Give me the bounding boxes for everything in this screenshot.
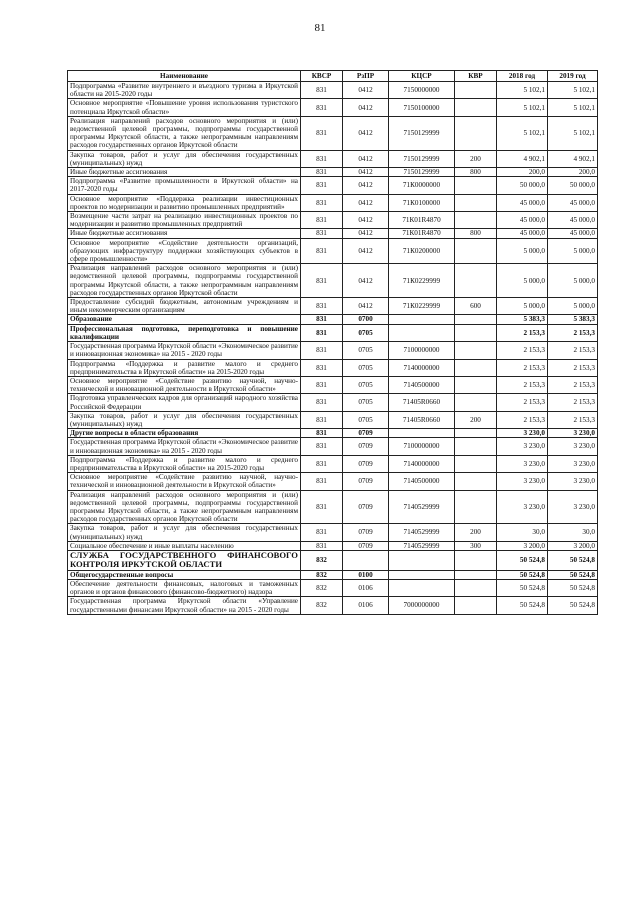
cell-kcsr <box>389 429 455 438</box>
cell-2018: 2 153,3 <box>497 359 548 376</box>
cell-2019: 4 902,1 <box>548 150 598 167</box>
header-kcsr: КЦСР <box>389 71 455 82</box>
cell-kcsr: 7000000000 <box>389 597 455 614</box>
table-row <box>68 376 598 393</box>
cell-2019: 2 153,3 <box>548 359 598 376</box>
cell-kvsr: 831 <box>301 524 343 541</box>
table-row <box>68 429 598 438</box>
cell-2018: 50 524,8 <box>497 597 548 614</box>
cell-kcsr <box>389 324 455 341</box>
table-row <box>68 194 598 211</box>
cell-name: Основное мероприятие «Содействие деятельности организаций, образующих инфраструктуру поддержки хозяйствующих субъектов в сфере промышленности» <box>68 238 301 264</box>
cell-2019: 5 383,3 <box>548 315 598 324</box>
cell-name: Профессиональная подготовка, переподготовка и повышение квалификации <box>68 324 301 341</box>
cell-2019: 5 102,1 <box>548 82 598 99</box>
cell-kvr <box>455 212 497 229</box>
cell-kvsr: 831 <box>301 315 343 324</box>
cell-kcsr: 7150129999 <box>389 150 455 167</box>
table-row <box>68 150 598 167</box>
cell-kvr <box>455 194 497 211</box>
cell-kcsr: 71405R0660 <box>389 394 455 411</box>
cell-2018: 3 200,0 <box>497 541 548 550</box>
cell-kcsr: 7150129999 <box>389 168 455 177</box>
cell-kcsr: 71405R0660 <box>389 411 455 428</box>
cell-kvr: 300 <box>455 541 497 550</box>
cell-2018: 45 000,0 <box>497 194 548 211</box>
table-row <box>68 597 598 614</box>
cell-name: Реализация направлений расходов основного мероприятия и (или) ведомственной целевой программы, подпрограммы государственной программы Иркутской области, а также непрограммным направлениям расходов государственных органов Иркутской области <box>68 116 301 150</box>
cell-rzpr: 0412 <box>343 264 389 298</box>
cell-2018: 2 153,3 <box>497 342 548 359</box>
cell-kcsr: 7140000000 <box>389 455 455 472</box>
cell-rzpr: 0709 <box>343 490 389 524</box>
table-row <box>68 455 598 472</box>
cell-kcsr <box>389 550 455 570</box>
cell-kvr <box>455 394 497 411</box>
cell-rzpr: 0106 <box>343 579 389 596</box>
cell-kcsr: 7140529999 <box>389 490 455 524</box>
cell-kvr <box>455 342 497 359</box>
cell-name: СЛУЖБА ГОСУДАРСТВЕННОГО ФИНАНСОВОГО КОНТРОЛЯ ИРКУТСКОЙ ОБЛАСТИ <box>68 550 301 570</box>
cell-name: Иные бюджетные ассигнования <box>68 229 301 238</box>
cell-name: Предоставление субсидий бюджетным, автономным учреждениям и иным некоммерческим организациям <box>68 298 301 315</box>
cell-kcsr: 71К0200000 <box>389 238 455 264</box>
cell-rzpr: 0412 <box>343 168 389 177</box>
cell-kvsr: 832 <box>301 550 343 570</box>
cell-kvr <box>455 238 497 264</box>
cell-2019: 5 102,1 <box>548 99 598 116</box>
cell-kvr <box>455 438 497 455</box>
cell-kvsr: 831 <box>301 394 343 411</box>
cell-kvr <box>455 116 497 150</box>
cell-name: Подпрограмма «Поддержка и развитие малого и среднего предпринимательства в Иркутской области» на 2015-2020 годы <box>68 359 301 376</box>
cell-rzpr: 0412 <box>343 194 389 211</box>
table-row <box>68 394 598 411</box>
cell-2019: 3 230,0 <box>548 438 598 455</box>
table-row <box>68 324 598 341</box>
cell-kvsr: 831 <box>301 99 343 116</box>
cell-2019: 30,0 <box>548 524 598 541</box>
cell-kvr: 800 <box>455 229 497 238</box>
table-row <box>68 359 598 376</box>
table-body <box>68 82 598 615</box>
table-row <box>68 264 598 298</box>
cell-kcsr <box>389 570 455 579</box>
cell-rzpr: 0709 <box>343 473 389 490</box>
cell-2018: 5 000,0 <box>497 238 548 264</box>
cell-kvsr: 831 <box>301 473 343 490</box>
cell-rzpr: 0412 <box>343 116 389 150</box>
cell-kvsr: 831 <box>301 438 343 455</box>
cell-2018: 45 000,0 <box>497 229 548 238</box>
cell-2019: 2 153,3 <box>548 376 598 393</box>
cell-kvr: 200 <box>455 524 497 541</box>
cell-rzpr: 0709 <box>343 429 389 438</box>
cell-name: Возмещение части затрат на реализацию инвестиционных проектов по модернизации и развитию промышленных предприятий <box>68 212 301 229</box>
cell-2019: 45 000,0 <box>548 194 598 211</box>
cell-kvr: 200 <box>455 411 497 428</box>
cell-kvr <box>455 579 497 596</box>
cell-2019: 2 153,3 <box>548 324 598 341</box>
cell-rzpr: 0709 <box>343 455 389 472</box>
table-row <box>68 168 598 177</box>
cell-rzpr: 0412 <box>343 82 389 99</box>
table-row <box>68 315 598 324</box>
cell-2018: 3 230,0 <box>497 438 548 455</box>
cell-kvr: 800 <box>455 168 497 177</box>
cell-kvr <box>455 177 497 194</box>
cell-2019: 3 230,0 <box>548 455 598 472</box>
cell-2019: 50 524,8 <box>548 597 598 614</box>
header-kvr: КВР <box>455 71 497 82</box>
cell-kcsr: 7150100000 <box>389 99 455 116</box>
table-header-row <box>68 71 598 82</box>
table-row <box>68 82 598 99</box>
cell-2018: 5 000,0 <box>497 298 548 315</box>
cell-2019: 2 153,3 <box>548 342 598 359</box>
table-row <box>68 212 598 229</box>
cell-kcsr <box>389 579 455 596</box>
cell-2019: 45 000,0 <box>548 212 598 229</box>
cell-rzpr: 0412 <box>343 298 389 315</box>
cell-2018: 5 102,1 <box>497 99 548 116</box>
cell-name: Общегосударственные вопросы <box>68 570 301 579</box>
cell-kcsr: 71К0100000 <box>389 194 455 211</box>
cell-rzpr: 0705 <box>343 359 389 376</box>
cell-kvr: 200 <box>455 150 497 167</box>
cell-kvsr: 831 <box>301 212 343 229</box>
cell-2018: 5 000,0 <box>497 264 548 298</box>
cell-kvsr: 831 <box>301 82 343 99</box>
table-row <box>68 177 598 194</box>
cell-2019: 5 000,0 <box>548 238 598 264</box>
cell-kcsr: 7150000000 <box>389 82 455 99</box>
cell-rzpr: 0106 <box>343 597 389 614</box>
cell-2018: 5 102,1 <box>497 116 548 150</box>
cell-kvr <box>455 597 497 614</box>
cell-2019: 50 524,8 <box>548 550 598 570</box>
cell-kcsr: 7100000000 <box>389 438 455 455</box>
cell-kvsr: 831 <box>301 238 343 264</box>
cell-name: Государственная программа Иркутской области «Экономическое развитие и инновационная экономика» на 2015 - 2020 годы <box>68 438 301 455</box>
cell-rzpr: 0709 <box>343 541 389 550</box>
budget-table <box>67 70 598 615</box>
table-row <box>68 99 598 116</box>
cell-kvr <box>455 99 497 116</box>
cell-2019: 50 524,8 <box>548 570 598 579</box>
header-2019: 2019 год <box>548 71 598 82</box>
cell-kcsr: 7140529999 <box>389 541 455 550</box>
cell-kvr <box>455 473 497 490</box>
cell-kvsr: 831 <box>301 429 343 438</box>
cell-name: Реализация направлений расходов основного мероприятия и (или) ведомственной целевой программы, подпрограммы государственной программы Иркутской области, а также непрограммным направлениям расходов государственных органов Иркутской области <box>68 264 301 298</box>
cell-2018: 200,0 <box>497 168 548 177</box>
cell-kvsr: 831 <box>301 150 343 167</box>
cell-rzpr: 0705 <box>343 394 389 411</box>
cell-2018: 3 230,0 <box>497 473 548 490</box>
cell-kvr <box>455 570 497 579</box>
cell-kvsr: 831 <box>301 324 343 341</box>
table-row <box>68 524 598 541</box>
cell-2018: 4 902,1 <box>497 150 548 167</box>
cell-kcsr: 71К01R4870 <box>389 212 455 229</box>
cell-2019: 3 230,0 <box>548 429 598 438</box>
cell-2019: 5 000,0 <box>548 298 598 315</box>
cell-kvsr: 831 <box>301 229 343 238</box>
cell-kcsr: 7140500000 <box>389 473 455 490</box>
table-row <box>68 116 598 150</box>
cell-kvsr: 831 <box>301 177 343 194</box>
cell-2019: 45 000,0 <box>548 229 598 238</box>
cell-name: Закупка товаров, работ и услуг для обеспечения государственных (муниципальных) нужд <box>68 150 301 167</box>
cell-2019: 200,0 <box>548 168 598 177</box>
cell-name: Основное мероприятие «Содействие развитию научной, научно-технической и инновационной деятельности в Иркутской области» <box>68 376 301 393</box>
cell-name: Подпрограмма «Поддержка и развитие малого и среднего предпринимательства в Иркутской области» на 2015-2020 годы <box>68 455 301 472</box>
cell-kvsr: 831 <box>301 490 343 524</box>
cell-kcsr <box>389 315 455 324</box>
cell-2019: 50 524,8 <box>548 579 598 596</box>
table-row <box>68 473 598 490</box>
cell-2018: 2 153,3 <box>497 376 548 393</box>
cell-rzpr <box>343 550 389 570</box>
header-2018: 2018 год <box>497 71 548 82</box>
cell-2018: 30,0 <box>497 524 548 541</box>
cell-kvsr: 831 <box>301 298 343 315</box>
cell-2019: 3 230,0 <box>548 473 598 490</box>
cell-2018: 50 000,0 <box>497 177 548 194</box>
cell-2018: 50 524,8 <box>497 579 548 596</box>
table-row <box>68 490 598 524</box>
cell-name: Реализация направлений расходов основного мероприятия и (или) ведомственной целевой программы, подпрограммы государственной программы Иркутской области, а также непрограммным направлениям расходов государственных органов Иркутской области <box>68 490 301 524</box>
cell-2018: 45 000,0 <box>497 212 548 229</box>
cell-kvr <box>455 324 497 341</box>
cell-kvr <box>455 264 497 298</box>
cell-2019: 3 200,0 <box>548 541 598 550</box>
cell-rzpr: 0412 <box>343 99 389 116</box>
cell-kcsr: 71К0000000 <box>389 177 455 194</box>
page-number: 81 <box>314 22 326 34</box>
cell-kvsr: 831 <box>301 342 343 359</box>
cell-rzpr: 0412 <box>343 150 389 167</box>
cell-kvsr: 831 <box>301 455 343 472</box>
cell-2018: 3 230,0 <box>497 429 548 438</box>
cell-rzpr: 0412 <box>343 229 389 238</box>
table-row <box>68 298 598 315</box>
cell-rzpr: 0705 <box>343 411 389 428</box>
cell-kvsr: 832 <box>301 597 343 614</box>
cell-2019: 2 153,3 <box>548 411 598 428</box>
cell-2018: 50 524,8 <box>497 550 548 570</box>
cell-kcsr: 7140500000 <box>389 376 455 393</box>
cell-2018: 2 153,3 <box>497 411 548 428</box>
cell-kvr <box>455 455 497 472</box>
cell-kvr <box>455 429 497 438</box>
cell-name: Образование <box>68 315 301 324</box>
header-rzpr: РзПР <box>343 71 389 82</box>
cell-name: Подготовка управленческих кадров для организаций народного хозяйства Российской Федерации <box>68 394 301 411</box>
cell-rzpr: 0705 <box>343 342 389 359</box>
cell-2018: 5 383,3 <box>497 315 548 324</box>
header-name: Наименование <box>68 71 301 82</box>
cell-rzpr: 0709 <box>343 524 389 541</box>
table-row <box>68 229 598 238</box>
cell-kvr <box>455 82 497 99</box>
cell-name: Государственная программа Иркутской области «Экономическое развитие и инновационная экономика» на 2015 - 2020 годы <box>68 342 301 359</box>
table-row <box>68 342 598 359</box>
cell-kvsr: 831 <box>301 116 343 150</box>
cell-kvr <box>455 359 497 376</box>
cell-kvr <box>455 490 497 524</box>
cell-rzpr: 0705 <box>343 376 389 393</box>
cell-name: Государственная программа Иркутской области «Управление государственными финансами Иркутской области» на 2015 - 2020 годы <box>68 597 301 614</box>
cell-kvsr: 831 <box>301 359 343 376</box>
cell-name: Основное мероприятие «Поддержка реализации инвестиционных проектов по модернизации и развитию промышленных предприятий» <box>68 194 301 211</box>
cell-kvsr: 831 <box>301 194 343 211</box>
cell-name: Основное мероприятие «Повышение уровня использования туристского потенциала Иркутской области» <box>68 99 301 116</box>
cell-kvsr: 831 <box>301 264 343 298</box>
cell-2018: 2 153,3 <box>497 324 548 341</box>
cell-kcsr: 71К01R4870 <box>389 229 455 238</box>
cell-kvr <box>455 376 497 393</box>
cell-2018: 50 524,8 <box>497 570 548 579</box>
cell-name: Подпрограмма «Развитие внутреннего и въездного туризма в Иркутской области на 2015-2020 годы <box>68 82 301 99</box>
cell-kvr <box>455 315 497 324</box>
cell-rzpr: 0412 <box>343 212 389 229</box>
cell-2018: 3 230,0 <box>497 455 548 472</box>
table-row <box>68 570 598 579</box>
cell-2018: 2 153,3 <box>497 394 548 411</box>
cell-kvsr: 831 <box>301 411 343 428</box>
cell-rzpr: 0100 <box>343 570 389 579</box>
cell-name: Иные бюджетные ассигнования <box>68 168 301 177</box>
cell-name: Подпрограмма «Развитие промышленности в Иркутской области» на 2017-2020 годы <box>68 177 301 194</box>
cell-kvsr: 831 <box>301 168 343 177</box>
cell-name: Обеспечение деятельности финансовых, налоговых и таможенных органов и органов финансового (финансово-бюджетного) надзора <box>68 579 301 596</box>
cell-kcsr: 7150129999 <box>389 116 455 150</box>
cell-2019: 5 102,1 <box>548 116 598 150</box>
cell-kcsr: 71К0229999 <box>389 264 455 298</box>
cell-2019: 50 000,0 <box>548 177 598 194</box>
table-row <box>68 550 598 570</box>
cell-2019: 3 230,0 <box>548 490 598 524</box>
cell-kcsr: 7140529999 <box>389 524 455 541</box>
cell-kvsr: 832 <box>301 570 343 579</box>
cell-name: Основное мероприятие «Содействие развитию научной, научно-технической и инновационной деятельности в Иркутской области» <box>68 473 301 490</box>
cell-kvsr: 831 <box>301 541 343 550</box>
cell-name: Другие вопросы в области образования <box>68 429 301 438</box>
cell-rzpr: 0709 <box>343 438 389 455</box>
table-row <box>68 579 598 596</box>
cell-kcsr: 7140000000 <box>389 359 455 376</box>
cell-rzpr: 0700 <box>343 315 389 324</box>
cell-kvsr: 831 <box>301 376 343 393</box>
cell-2018: 3 230,0 <box>497 490 548 524</box>
table-row <box>68 438 598 455</box>
cell-kvr: 600 <box>455 298 497 315</box>
cell-name: Социальное обеспечение и иные выплаты населению <box>68 541 301 550</box>
cell-kvsr: 832 <box>301 579 343 596</box>
table-row <box>68 238 598 264</box>
cell-rzpr: 0705 <box>343 324 389 341</box>
cell-kvr <box>455 550 497 570</box>
cell-kcsr: 7100000000 <box>389 342 455 359</box>
cell-name: Закупка товаров, работ и услуг для обеспечения государственных (муниципальных) нужд <box>68 524 301 541</box>
cell-2019: 2 153,3 <box>548 394 598 411</box>
cell-rzpr: 0412 <box>343 238 389 264</box>
cell-name: Закупка товаров, работ и услуг для обеспечения государственных (муниципальных) нужд <box>68 411 301 428</box>
cell-kcsr: 71К0229999 <box>389 298 455 315</box>
cell-rzpr: 0412 <box>343 177 389 194</box>
table-row <box>68 411 598 428</box>
header-kvsr: КВСР <box>301 71 343 82</box>
cell-2019: 5 000,0 <box>548 264 598 298</box>
cell-2018: 5 102,1 <box>497 82 548 99</box>
